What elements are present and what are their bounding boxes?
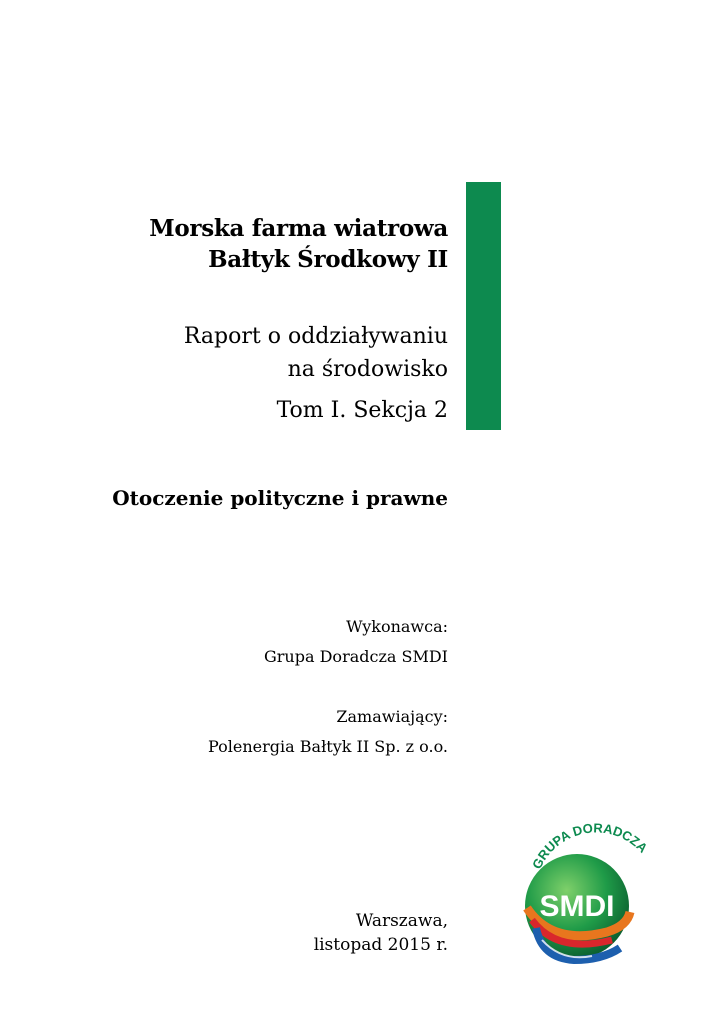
logo-name: SMDI — [539, 890, 615, 923]
volume-label: Tom I. Sekcja 2 — [276, 398, 448, 423]
client-label: Zamawiający: — [336, 707, 448, 726]
section-topic: Otoczenie polityczne i prawne — [112, 486, 448, 510]
contractor-block — [264, 612, 448, 672]
issue-date: listopad 2015 r. — [313, 935, 448, 955]
title-line-2: Bałtyk Środkowy II — [208, 246, 448, 273]
client-block — [208, 702, 448, 762]
contractor-name: Grupa Doradcza SMDI — [264, 647, 448, 666]
client-name: Polenergia Bałtyk II Sp. z o.o. — [208, 737, 448, 756]
accent-bar — [466, 182, 501, 430]
contractor-label: Wykonawca: — [346, 617, 448, 636]
logo-arc-text: GRUPA DORADCZA — [529, 820, 651, 872]
place-date-block — [314, 909, 448, 957]
document-title — [149, 213, 448, 275]
place-city: Warszawa, — [355, 911, 448, 931]
title-line-1: Morska farma wiatrowa — [149, 215, 448, 242]
smdi-logo — [512, 808, 662, 968]
subtitle-line-2: na środowisko — [287, 357, 448, 382]
subtitle-line-1: Raport o oddziaływaniu — [183, 324, 448, 349]
document-subtitle — [184, 320, 448, 386]
